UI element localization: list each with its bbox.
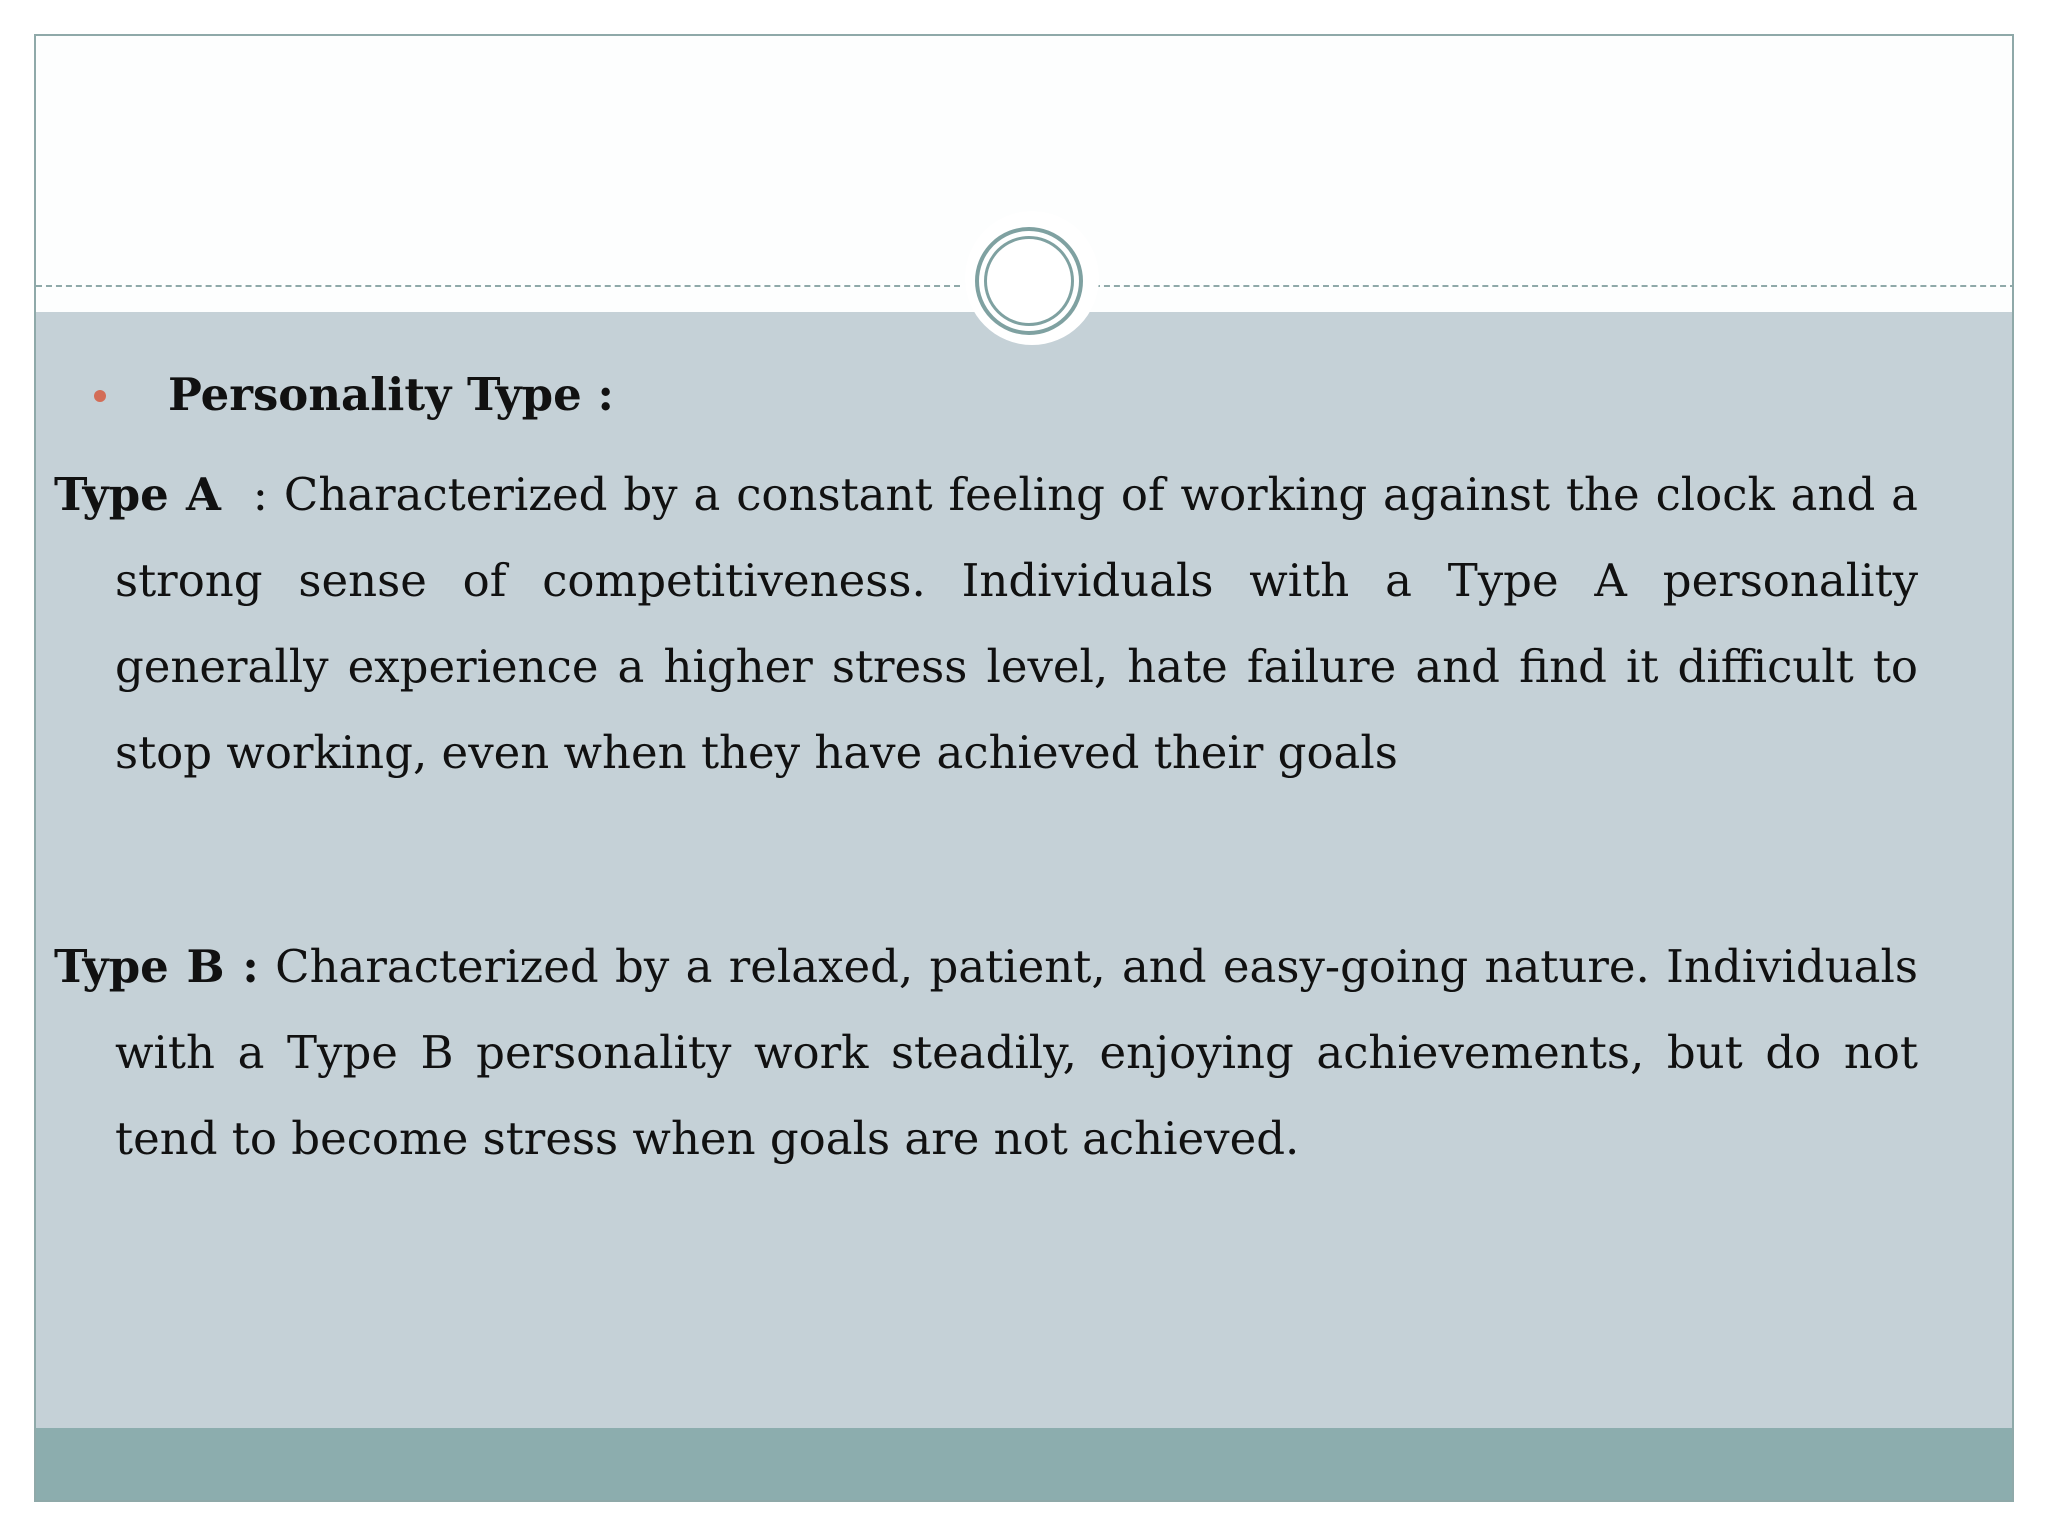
type-a-text: Characterized by a constant feeling of working against the clock and a strong sense of competitiveness. Individuals with a Type A personality generally experience a higher stress level, hate failure and find it difficult to stop working, even when they have achieved their goals: [115, 468, 1919, 779]
footer-bar: [36, 1428, 2012, 1500]
circle-ornament-inner-ring: [984, 236, 1074, 326]
bullet-heading: Personality Type :: [168, 368, 615, 421]
type-a-term: Type A: [54, 468, 221, 521]
type-a-paragraph: [54, 452, 1918, 796]
type-b-separator: [259, 940, 275, 993]
dashed-divider-right: [1094, 285, 2014, 287]
bullet-item: [54, 360, 1954, 430]
type-a-separator: :: [220, 468, 284, 521]
type-b-text: Characterized by a relaxed, patient, and easy-going nature. Individuals with a Type B personality work steadily, enjoying achievements, but do not tend to become stress when goals are not achieved.: [115, 940, 1919, 1165]
type-b-paragraph: [54, 924, 1918, 1182]
type-b-term: Type B :: [54, 940, 259, 993]
dashed-divider-left: [36, 285, 960, 287]
bullet-dot-icon: [94, 390, 106, 402]
